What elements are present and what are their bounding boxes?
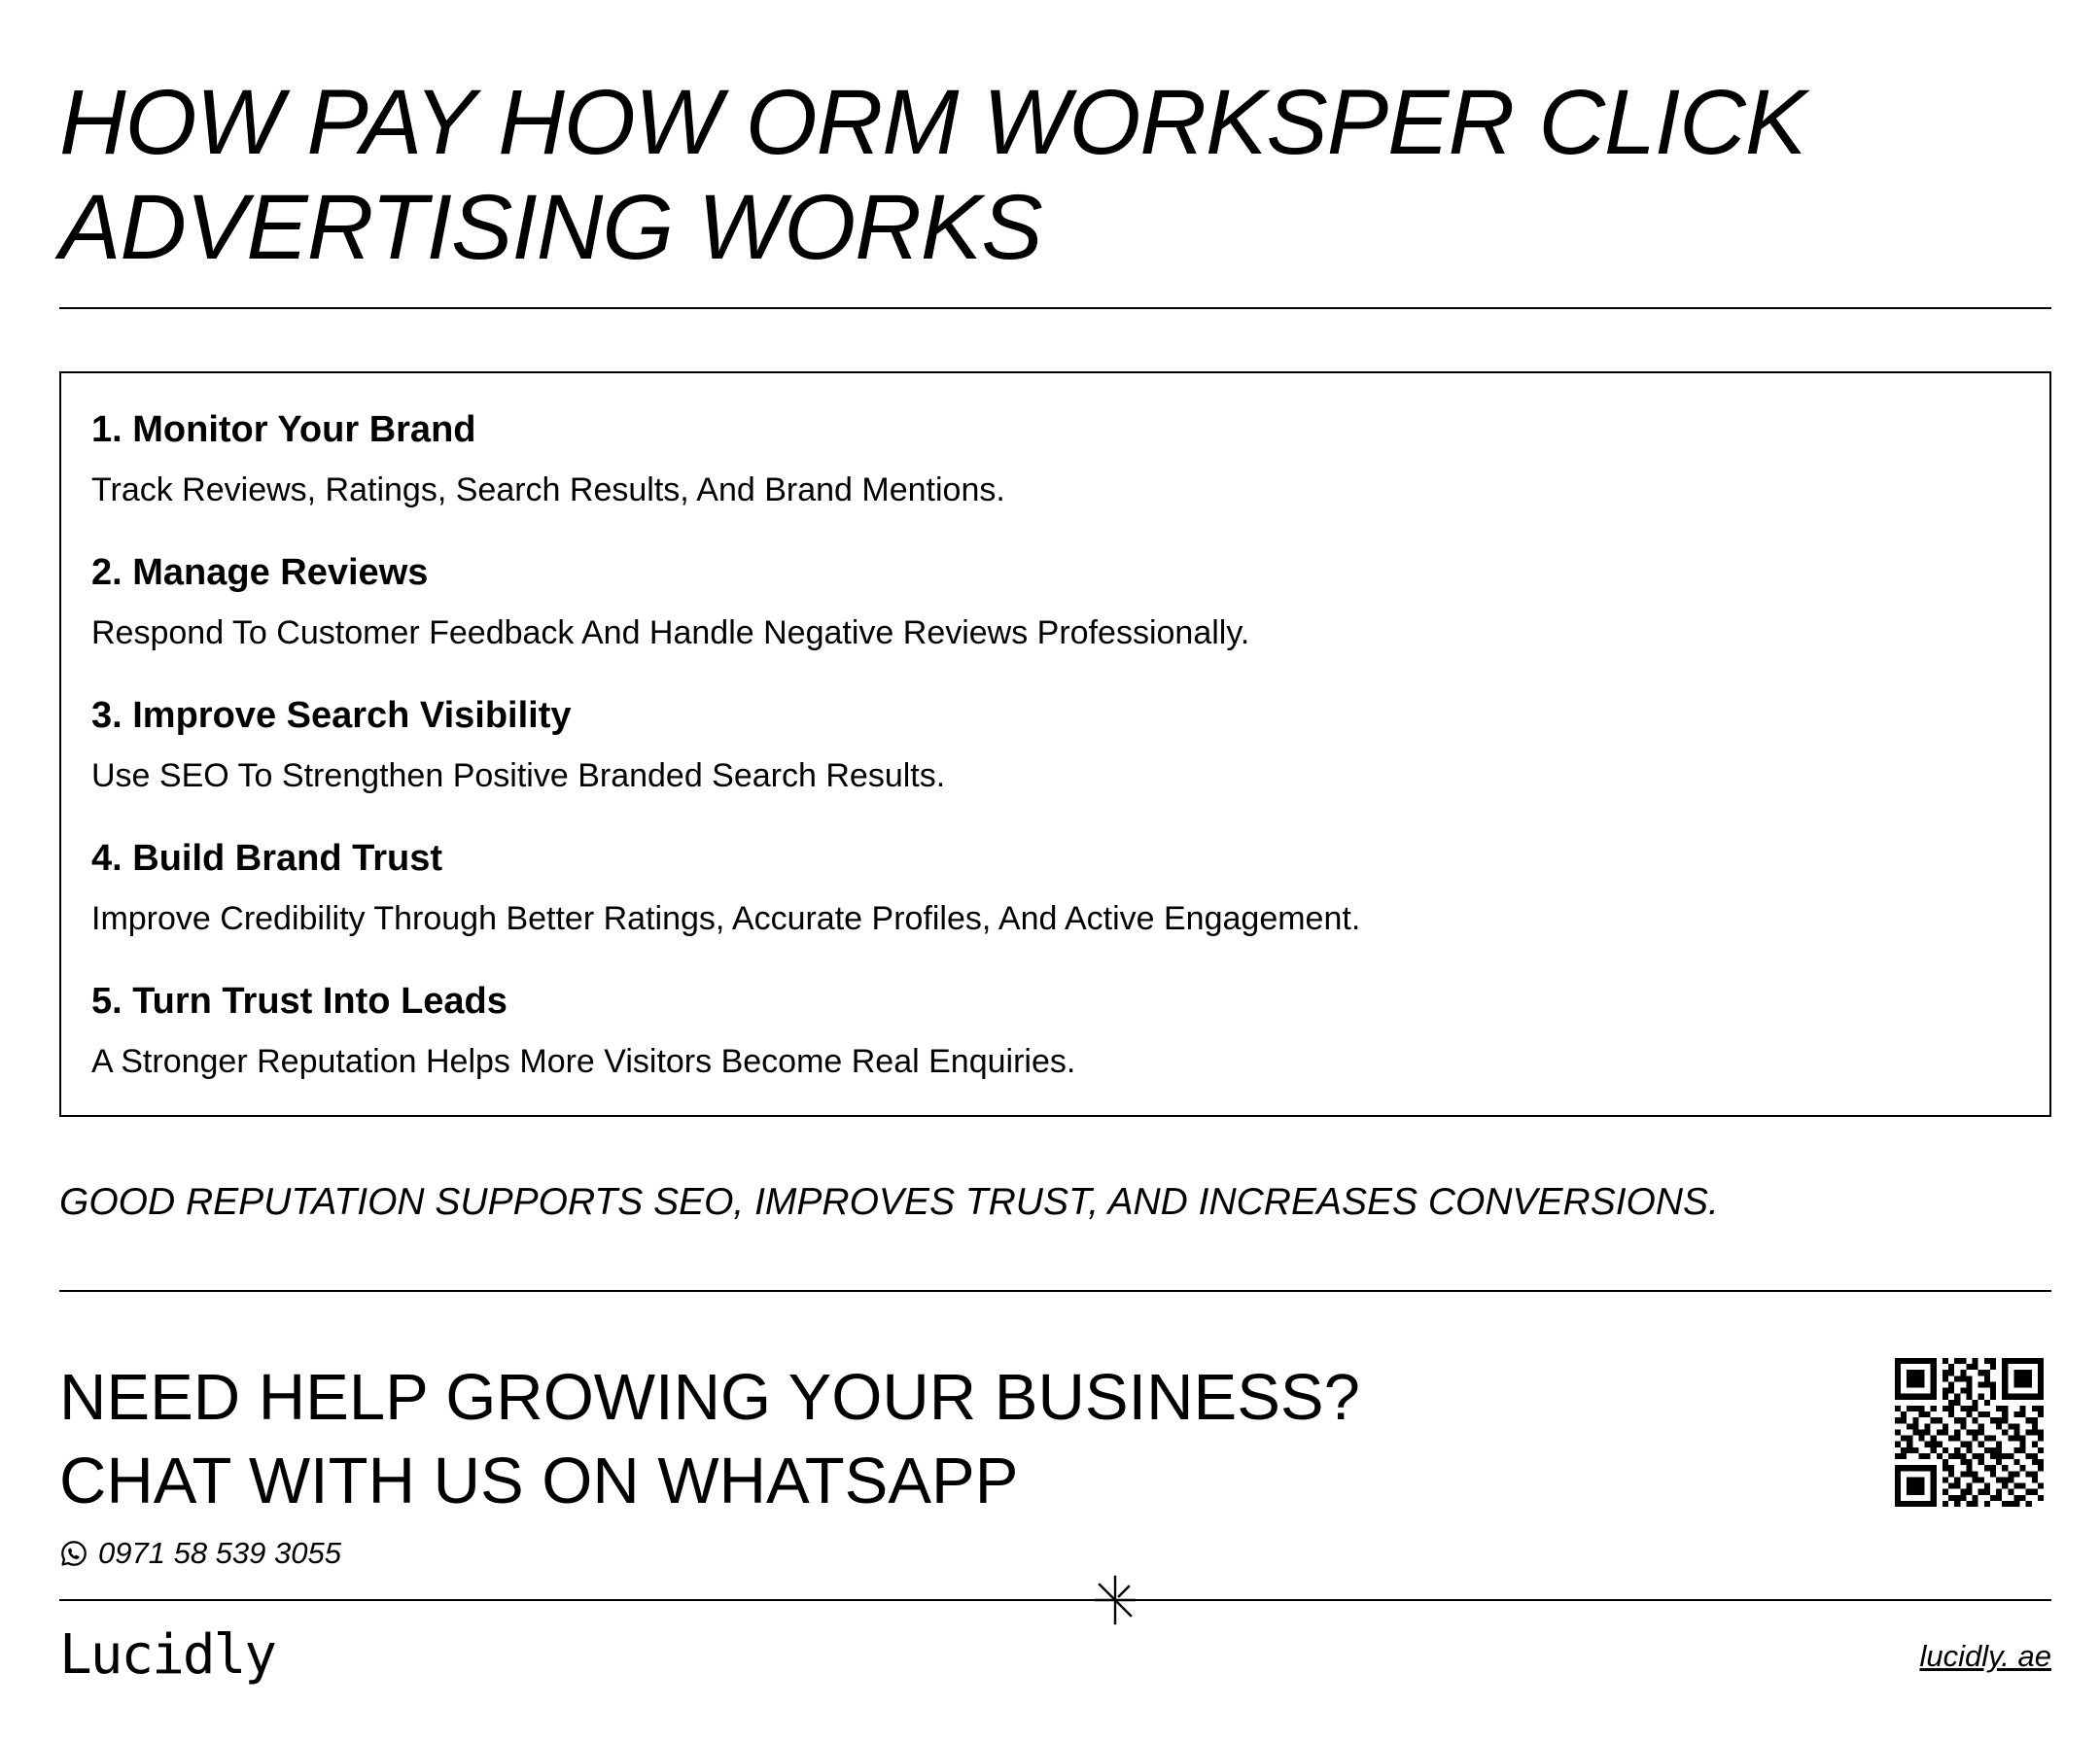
step-title: 1. Monitor Your Brand [91, 409, 476, 450]
step-item [91, 551, 2016, 652]
qr-code-icon[interactable] [1895, 1358, 2044, 1507]
step-title: 3. Improve Search Visibility [91, 695, 572, 736]
phone-contact[interactable] [59, 1534, 341, 1573]
steps-box [59, 371, 2051, 1117]
sparkle-icon [1090, 1575, 1140, 1625]
step-description: A Stronger Reputation Helps More Visitors Become Real Enquiries. [91, 1043, 1076, 1080]
divider-top [59, 307, 2051, 309]
step-description: Track Reviews, Ratings, Search Results, And Brand Mentions. [91, 471, 1005, 508]
step-item [91, 694, 2016, 795]
step-item [91, 408, 2016, 509]
page-title-line-1: HOW PAY HOW ORM WORKSPER CLICK [59, 71, 1806, 174]
step-title: 5. Turn Trust Into Leads [91, 981, 508, 1022]
whatsapp-icon [59, 1539, 88, 1568]
divider-middle [59, 1290, 2051, 1292]
tagline: GOOD REPUTATION SUPPORTS SEO, IMPROVES TRUST, AND INCREASES CONVERSIONS. [59, 1181, 1719, 1223]
step-description: Improve Credibility Through Better Ratings, Accurate Profiles, And Active Engagement. [91, 900, 1361, 937]
step-item [91, 837, 2016, 938]
website-link[interactable]: lucidly. ae [1919, 1639, 2051, 1673]
phone-number: 0971 58 539 3055 [98, 1536, 341, 1570]
step-title: 4. Build Brand Trust [91, 838, 443, 879]
divider-bottom [59, 1599, 2051, 1601]
page-title-line-2: ADVERTISING WORKS [59, 176, 1042, 279]
cta-heading [59, 1356, 1360, 1523]
step-title: 2. Manage Reviews [91, 552, 429, 593]
cta-line-1: NEED HELP GROWING YOUR BUSINESS? [59, 1361, 1360, 1434]
page-title [59, 70, 2051, 280]
cta-line-2: CHAT WITH US ON WHATSAPP [59, 1445, 1019, 1517]
step-description: Use SEO To Strengthen Positive Branded Search Results. [91, 757, 946, 794]
page [59, 0, 2051, 1742]
brand-logo: Lucidly [59, 1623, 276, 1687]
step-item [91, 980, 2016, 1081]
step-description: Respond To Customer Feedback And Handle Negative Reviews Professionally. [91, 614, 1250, 651]
